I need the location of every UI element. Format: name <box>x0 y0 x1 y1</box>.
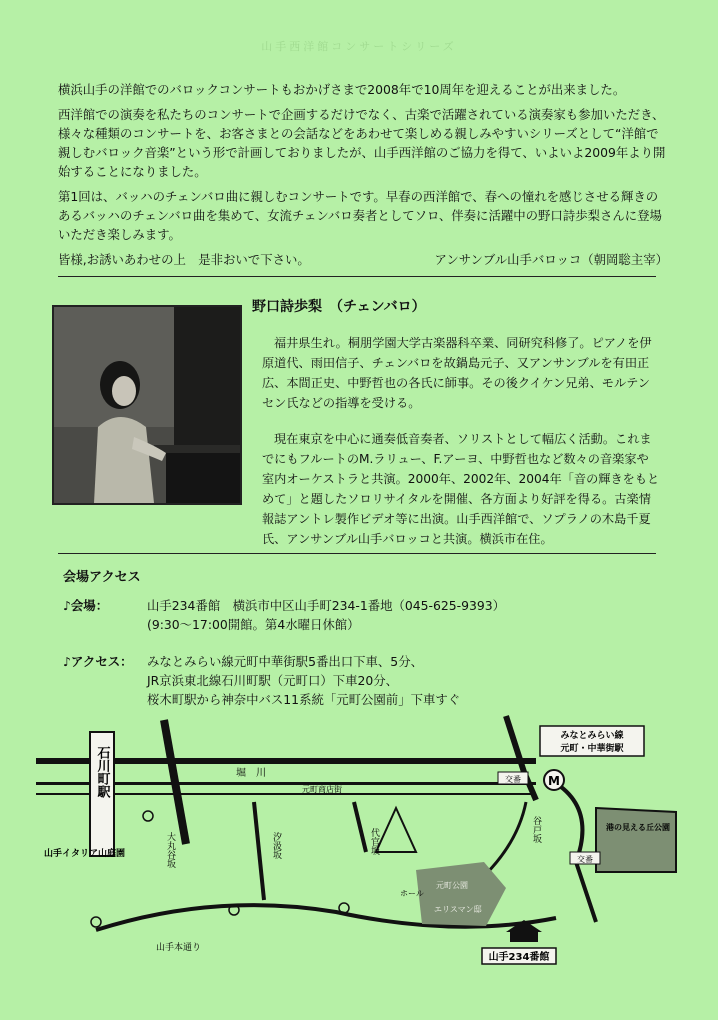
yato-slope: 谷戸坂 <box>531 816 541 843</box>
yamate-italian-garden: 山手イタリア山庭園 <box>44 849 126 859</box>
kitazaka-slope: 汐汲坂 <box>271 832 281 859</box>
intro-paragraph: 第1回は、バッハのチェンバロ曲に親しむコンサートです。早春の西洋館で、春への憧れを感じさせる輝きのあるバッハのチェンバロ曲を集めて、女流チェンバロ奏者としてソロ、伴奏に活躍中の野口詩歩梨さんに登場いただき楽しみます。 <box>58 189 662 242</box>
yamate-hondori-label: 山手本通り <box>156 943 202 953</box>
koban-label: 交番 <box>577 855 593 864</box>
motomachi-street-name: 元町商店街 <box>302 785 342 794</box>
metro-mark: M <box>548 774 560 788</box>
transit-line: 桜木町駅から神奈中バス11系統「元町公園前」下車すぐ <box>147 692 461 707</box>
road <box>254 802 264 900</box>
venue-icon-body <box>510 932 538 942</box>
station-name: 石川町駅 <box>94 746 110 798</box>
intro-paragraph: 横浜山手の洋館でのバロックコンサートもおかげさまで2008年で10周年を迎えることが出来ました。 <box>58 82 626 97</box>
invitation-text: 皆様,お誘いあわせの上 是非おいで下さい。 <box>58 252 310 267</box>
road <box>376 808 416 852</box>
venue-name: 山手234番館 <box>488 952 550 963</box>
landmark-icon <box>143 811 153 821</box>
series-header: 山手西洋館コンサートシリーズ <box>261 40 457 53</box>
divider <box>58 553 656 554</box>
venue-address: 山手234番館 横浜市中区山手町234-1番地（045-625-9393） <box>147 598 506 613</box>
transit-line: みなとみらい線元町中華街駅5番出口下車、5分、 <box>147 654 423 669</box>
mm-station-name: 元町・中華街駅 <box>560 744 624 754</box>
organizer-signature: アンサンブル山手バロッコ（朝岡聡主宰） <box>434 252 668 267</box>
motomachi-park-area <box>416 862 506 926</box>
mm-line-name: みなとみらい線 <box>560 731 624 741</box>
koban-label: 交番 <box>505 775 521 784</box>
venue-row <box>63 596 505 634</box>
transit-line: JR京浜東北線石川町駅（元町口）下車20分、 <box>147 673 399 688</box>
daimaru-slope: 大丸谷坂 <box>165 832 175 868</box>
landmark-icon <box>91 917 101 927</box>
intro-section <box>58 80 668 269</box>
venue-label: ♪会場： <box>63 598 109 613</box>
invitation-row <box>58 250 668 269</box>
venue-hours: (9:30～17:00開館。第4水曜日休館） <box>147 617 360 632</box>
intro-paragraph: 西洋館での演奏を私たちのコンサートで企画するだけでなく、古楽で活躍されている演奏家も参加いただき、様々な種類のコンサートを、お客さまとの会話などをあわせて楽しめる親しみやすいシリーズとして“洋館で親しむバロック音楽”という形で計画しておりましたが、山手西洋館のご協力を得て、いよいよ2009年より開始することになりました。 <box>58 107 666 179</box>
harbor-view-park: 港の見える丘公園 <box>606 823 670 832</box>
transit-label: ♪アクセス： <box>63 654 133 669</box>
landmark-icon <box>339 903 349 913</box>
river-name: 堀 川 <box>236 768 266 779</box>
performer-bio <box>262 333 660 565</box>
access-heading: 会場アクセス <box>63 570 141 585</box>
daikan-slope: 代官坂 <box>369 828 379 855</box>
hall-label: ホール <box>400 889 424 898</box>
access-map <box>36 712 686 982</box>
harbor-park-area <box>596 808 676 872</box>
performer-photo <box>52 305 242 505</box>
bio-paragraph: 現在東京を中心に通奏低音奏者、ソリストとして幅広く活動。これまでにもフルートのM.ラリュー、F.アーヨ、中野哲也など数々の音楽家や室内オーケストラと共演。2000年、2002年、2004年「音の輝きをもとめて」と題したソロリサイタルを開催、各方面より好評を得る。古楽情報誌アントレ製作ビデオ等に出演。山手西洋館で、ソプラノの木島千夏氏、アンサンブル山手バロッコと共演。横浜市在住。 <box>262 432 660 546</box>
performer-name: 野口詩歩梨 （チェンバロ） <box>252 299 426 315</box>
road <box>354 802 366 852</box>
transit-row <box>63 652 460 709</box>
ellisman-residence: エリスマン邸 <box>434 905 482 914</box>
divider <box>58 276 656 277</box>
bio-paragraph: 福井県生れ。桐朋学園大学古楽器科卒業、同研究科修了。ピアノを伊原道代、雨田信子、チェンバロを故鍋島元子、又アンサンブルを有田正広、本間正史、中野哲也の各氏に師事。その後クイケン兄弟、モルテンセン氏などの指導を受ける。 <box>262 336 652 410</box>
motomachi-park-label: 元町公園 <box>436 881 468 890</box>
